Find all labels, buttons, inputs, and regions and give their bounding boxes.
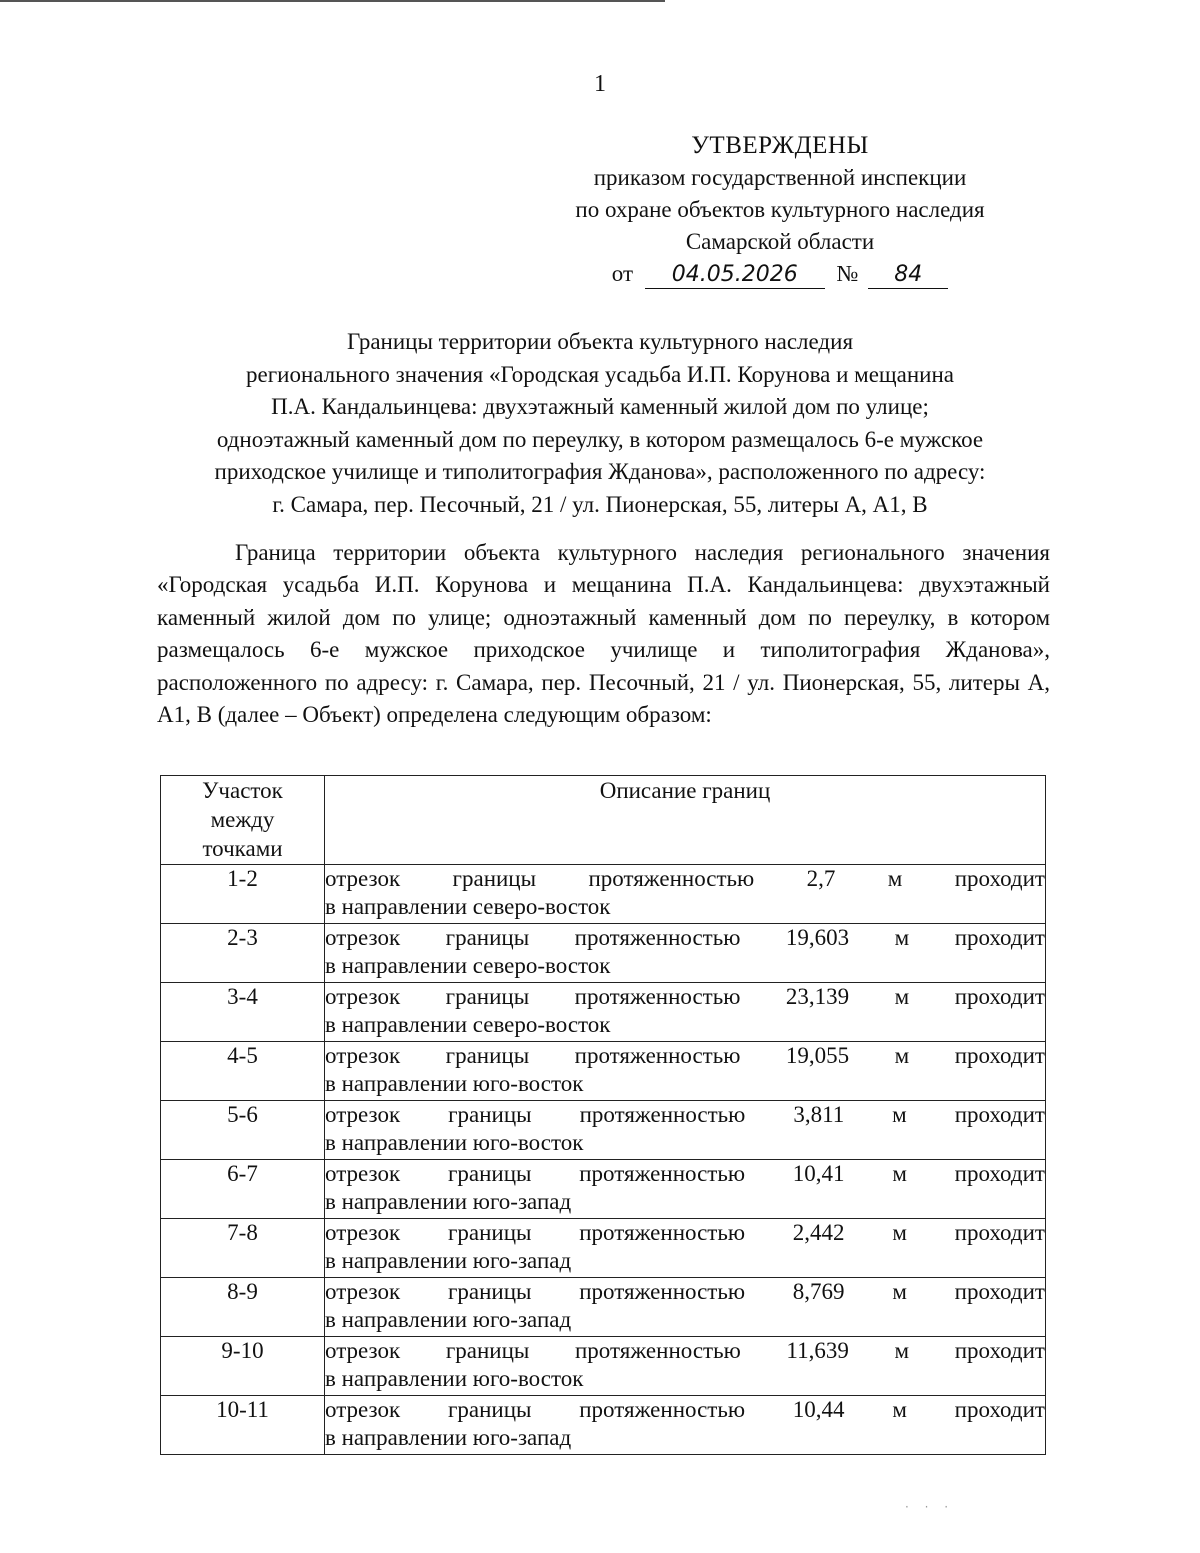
- handwritten-date: 04.05.2026: [645, 262, 825, 289]
- desc-word: отрезок: [325, 866, 401, 891]
- desc-word: протяженностью: [588, 866, 755, 891]
- description-line: [325, 1219, 1045, 1247]
- length-unit: м: [892, 1397, 907, 1422]
- desc-word: отрезок: [325, 1102, 401, 1127]
- title-line: П.А. Кандальинцева: двухэтажный каменный жилой дом по улице;: [271, 394, 929, 419]
- description-line: [325, 924, 1045, 952]
- description-cell: [325, 1396, 1046, 1455]
- desc-word: проходит: [954, 984, 1045, 1009]
- length-value: 19,055: [785, 1043, 850, 1068]
- approval-block: [525, 130, 1035, 290]
- desc-word: протяженностью: [574, 984, 741, 1009]
- table-row: [161, 1337, 1046, 1396]
- desc-word: проходит: [954, 1279, 1045, 1304]
- segment-cell: 5-6: [161, 1101, 325, 1160]
- length-unit: м: [892, 1102, 907, 1127]
- desc-word: границы: [445, 1043, 530, 1068]
- length-value: 10,41: [792, 1161, 845, 1186]
- length-value: 2,442: [792, 1220, 845, 1245]
- desc-word: границы: [447, 1279, 532, 1304]
- segment-cell: 10-11: [161, 1396, 325, 1455]
- date-prefix: от: [611, 261, 634, 286]
- boundaries-table: [160, 775, 1046, 1455]
- direction-text: в направлении юго-восток: [325, 1130, 584, 1155]
- direction-text: в направлении юго-запад: [325, 1248, 572, 1273]
- direction-text: в направлении юго-восток: [325, 1366, 584, 1391]
- table-row: [161, 1042, 1046, 1101]
- desc-word: протяженностью: [579, 1397, 746, 1422]
- title-line: Границы территории объекта культурного наследия: [346, 329, 854, 354]
- direction-text: в направлении северо-восток: [325, 953, 611, 978]
- desc-word: отрезок: [325, 1397, 401, 1422]
- length-value: 19,603: [785, 925, 850, 950]
- desc-word: проходит: [954, 1161, 1045, 1186]
- desc-word: протяженностью: [579, 1102, 746, 1127]
- length-value: 10,44: [792, 1397, 845, 1422]
- number-prefix: №: [836, 261, 859, 286]
- desc-word: границы: [447, 1397, 532, 1422]
- table-row: [161, 1101, 1046, 1160]
- direction-text: в направлении юго-запад: [325, 1307, 572, 1332]
- length-unit: м: [892, 1279, 907, 1304]
- description-line: [325, 865, 1045, 893]
- table-row: [161, 924, 1046, 983]
- desc-word: отрезок: [325, 1161, 401, 1186]
- length-unit: м: [892, 1220, 907, 1245]
- table-row: [161, 1160, 1046, 1219]
- direction-text: в направлении северо-восток: [325, 1012, 611, 1037]
- table-body: [161, 865, 1046, 1455]
- desc-word: отрезок: [325, 925, 401, 950]
- intro-paragraph: Граница территории объекта культурного наследия регионального значения «Городская усадьба И.П. Корунова и мещанина П.А. Кандальинцева: двухэтажный каменный жилой дом по улице; одноэтажный каменный дом по переулку, в котором размещалось 6-е мужское приходское училище и типолитография Жданова», расположенного по адресу: г. Самара, пер. Песочный, 21 / ул. Пионерская, 55, литеры А, А1, В (далее – Объект) определена следующим образом:: [157, 540, 1050, 728]
- scan-edge-line: [0, 0, 665, 2]
- desc-word: проходит: [954, 866, 1045, 891]
- length-value: 2,7: [806, 866, 836, 891]
- table-row: [161, 1219, 1046, 1278]
- segment-cell: 2-3: [161, 924, 325, 983]
- desc-word: проходит: [954, 1043, 1045, 1068]
- segment-cell: 6-7: [161, 1160, 325, 1219]
- approval-line-3: Самарской области: [685, 229, 875, 254]
- table-row: [161, 865, 1046, 924]
- approval-line-2: по охране объектов культурного наследия: [575, 197, 985, 222]
- table-row: [161, 1278, 1046, 1337]
- desc-word: протяженностью: [579, 1220, 746, 1245]
- header-segment: [161, 776, 325, 865]
- approval-date-line: [612, 258, 948, 290]
- segment-cell: 8-9: [161, 1278, 325, 1337]
- description-cell: [325, 924, 1046, 983]
- description-cell: [325, 865, 1046, 924]
- description-line: [325, 1101, 1045, 1129]
- desc-word: проходит: [954, 925, 1045, 950]
- description-cell: [325, 1101, 1046, 1160]
- segment-cell: 3-4: [161, 983, 325, 1042]
- desc-word: отрезок: [325, 984, 401, 1009]
- description-line: [325, 1160, 1045, 1188]
- scan-noise: · · ·: [905, 1500, 955, 1514]
- header-segment-line: между: [210, 807, 275, 832]
- table-header-row: [161, 776, 1046, 865]
- segment-cell: 7-8: [161, 1219, 325, 1278]
- description-cell: [325, 1337, 1046, 1396]
- description-cell: [325, 1042, 1046, 1101]
- description-cell: [325, 1160, 1046, 1219]
- desc-word: границы: [447, 1220, 532, 1245]
- length-unit: м: [894, 1338, 910, 1363]
- table-row: [161, 983, 1046, 1042]
- description-line: [325, 1337, 1045, 1365]
- description-line: [325, 1042, 1045, 1070]
- direction-text: в направлении северо-восток: [325, 894, 611, 919]
- header-description: Описание границ: [325, 776, 1046, 865]
- length-value: 8,769: [792, 1279, 845, 1304]
- desc-word: границы: [445, 984, 530, 1009]
- length-value: 3,811: [793, 1102, 845, 1127]
- description-line: [325, 983, 1045, 1011]
- page-number: 1: [594, 71, 606, 97]
- length-unit: м: [887, 866, 903, 891]
- title-line: г. Самара, пер. Песочный, 21 / ул. Пионерская, 55, литеры А, А1, В: [272, 491, 928, 517]
- desc-word: отрезок: [325, 1338, 401, 1363]
- desc-word: границы: [448, 1102, 532, 1127]
- description-cell: [325, 1219, 1046, 1278]
- desc-word: границы: [445, 1338, 530, 1363]
- desc-word: протяженностью: [574, 1043, 741, 1068]
- header-segment-line: точками: [202, 836, 283, 861]
- length-value: 23,139: [785, 984, 850, 1009]
- desc-word: отрезок: [325, 1043, 401, 1068]
- desc-word: протяженностью: [574, 925, 741, 950]
- segment-cell: 9-10: [161, 1337, 325, 1396]
- segment-cell: 4-5: [161, 1042, 325, 1101]
- description-cell: [325, 1278, 1046, 1337]
- approval-line-1: приказом государственной инспекции: [593, 165, 967, 190]
- length-value: 11,639: [786, 1338, 849, 1363]
- desc-word: проходит: [954, 1220, 1045, 1245]
- length-unit: м: [892, 1161, 907, 1186]
- table-row: [161, 1396, 1046, 1455]
- description-line: [325, 1278, 1045, 1306]
- desc-word: проходит: [954, 1338, 1045, 1363]
- length-unit: м: [894, 1043, 910, 1068]
- direction-text: в направлении юго-запад: [325, 1425, 572, 1450]
- desc-word: границы: [452, 866, 537, 891]
- desc-word: протяженностью: [579, 1279, 746, 1304]
- title-line: регионального значения «Городская усадьба И.П. Корунова и мещанина: [246, 361, 954, 387]
- desc-word: протяженностью: [575, 1338, 741, 1363]
- title-line: одноэтажный каменный дом по переулку, в котором размещалось 6-е мужское: [216, 426, 984, 452]
- desc-word: границы: [445, 925, 530, 950]
- description-line: [325, 1396, 1045, 1424]
- description-cell: [325, 983, 1046, 1042]
- segment-cell: 1-2: [161, 865, 325, 924]
- direction-text: в направлении юго-восток: [325, 1071, 584, 1096]
- title-line: приходское училище и типолитография Жданова», расположенного по адресу:: [214, 459, 986, 484]
- desc-word: отрезок: [325, 1279, 401, 1304]
- length-unit: м: [894, 984, 910, 1009]
- length-unit: м: [894, 925, 910, 950]
- document-title: [150, 326, 1050, 521]
- header-segment-line: Участок: [202, 778, 283, 803]
- handwritten-number: 84: [868, 262, 948, 289]
- desc-word: границы: [447, 1161, 532, 1186]
- desc-word: проходит: [954, 1102, 1045, 1127]
- approval-heading: УТВЕРЖДЕНЫ: [691, 132, 869, 159]
- desc-word: отрезок: [325, 1220, 401, 1245]
- desc-word: протяженностью: [579, 1161, 746, 1186]
- desc-word: проходит: [954, 1397, 1045, 1422]
- direction-text: в направлении юго-запад: [325, 1189, 572, 1214]
